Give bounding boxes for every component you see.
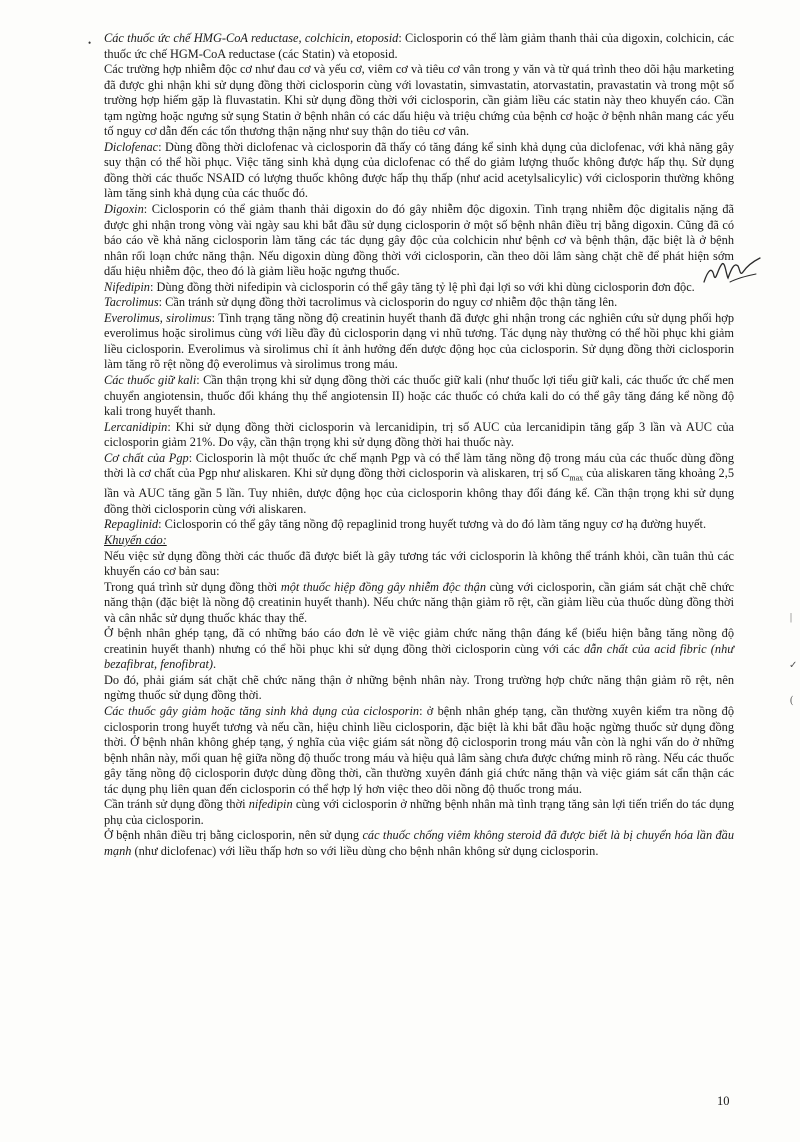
section-heading: Khuyến cáo:: [104, 532, 167, 547]
paragraph-nifedipin-gingival: [104, 797, 734, 828]
paragraph-text: (như diclofenac) với liều thấp hơn so với liều dùng cho bệnh nhân không sử dụng ciclosporin.: [131, 843, 599, 858]
paragraph-text: cùng với ciclosporin, cần giám sát chặt chẽ chức năng thận (đặc biệt là nồng độ creatinin huyết thanh). Nếu chức năng thận giảm rõ rệt, cần giảm liều của thuốc dùng đồng thời và cân nhắc sử dụng thuốc khác thay thế.: [104, 579, 734, 625]
paragraph-text: Do đó, phải giám sát chặt chẽ chức năng thận ở những bệnh nhân này. Trong trường hợp chức năng thận giảm rõ rệt, nên ngừng thuốc sử dụng đồng thời.: [104, 672, 734, 703]
lead-term: Lercanidipin: [104, 419, 168, 434]
lead-term: Các thuốc gây giảm hoặc tăng sinh khả dụng của ciclosporin: [104, 703, 420, 718]
paragraph-text: : Ciclosporin có thể làm giảm thanh thải của digoxin, colchicin, các thuốc ức chế HGM-CoA reductase (các Statin) và etoposid.: [104, 31, 734, 61]
paragraph-fibric-acid: [104, 626, 734, 673]
paragraph-repaglinid: [104, 517, 734, 533]
paragraph-recommendation-intro: [104, 549, 734, 580]
emphasis-term: một thuốc hiệp đồng gây nhiễm độc thận: [280, 579, 487, 594]
paragraph-tacrolimus: [104, 295, 734, 311]
emphasis-term: các thuốc chống viêm không steroid đã được biết là bị chuyển hóa lần đầu mạnh: [104, 828, 734, 858]
paragraph-text-tail: của aliskaren tăng khoảng 2,5 lần và AUC tăng gần 5 lần. Tuy nhiên, dược động học của ciclosporin không thay đổi đáng kể. Cần thận trọng khi sử dụng đồng thời ciclosporin cùng với aliskaren.: [104, 466, 734, 516]
paragraph-pgp-substrate: [104, 451, 734, 518]
emphasis-term: nifedipin: [248, 797, 293, 812]
paragraph-nephrotoxic: [104, 580, 734, 627]
paragraph-nsaid: [104, 828, 734, 859]
lead-term: Everolimus, sirolimus: [104, 310, 212, 325]
paragraph-bioavailability: [104, 704, 734, 797]
document-body: [104, 31, 734, 859]
paragraph-diclofenac: [104, 140, 734, 202]
subscript-max: max: [569, 473, 584, 483]
page-number: 10: [717, 1094, 730, 1108]
paragraph-text: : Khi sử dụng đồng thời ciclosporin và lercanidipin, trị số AUC của lercanidipin tăng gấp 3 lần và AUC của ciclosporin giảm 21%. Do vậy, cần thận trọng khi sử dụng đồng thời hai thuốc này.: [104, 419, 734, 450]
scan-artifact-mark: (: [790, 695, 794, 706]
scan-artifact-mark: ✓: [789, 660, 798, 671]
paragraph-text: : Dùng đồng thời nifedipin và ciclosporin có thể gây tăng tỷ lệ phì đại lợi so với khi dùng ciclosporin đơn độc.: [149, 279, 695, 294]
paragraph-text: Nếu việc sử dụng đồng thời các thuốc đã được biết là gây tương tác với ciclosporin là không thể tránh khỏi, cần tuân thủ các khuyến cáo cơ bản sau:: [104, 548, 734, 579]
paragraph-text: : Tình trạng tăng nồng độ creatinin huyết thanh đã được ghi nhận trong các nghiên cứu sử dụng phối hợp everolimus hoặc sirolimus cùng với liều đầy đủ ciclosporin dạng vi nhũ tương. Tác dụng này thường có thể hồi phục khi giảm liều ciclosporin. Everolimus và sirolimus chỉ ít ảnh hưởng đến dược động học của ciclosporin. Sử dụng đồng thời ciclosporin làm tăng rõ rệt nồng độ everolimus và sirolimus trong máu.: [104, 310, 734, 372]
paragraph-text: : Ciclosporin có thể gây tăng nồng độ repaglinid trong huyết tương và do đó làm tăng nguy cơ hạ đường huyết.: [158, 517, 707, 532]
paragraph-text-pre: Ở bệnh nhân ghép tạng, đã có những báo cáo đơn lẻ về việc giảm chức năng thận đáng kể (biểu hiện bằng tăng nồng độ creatinin huyết thanh) nhưng có thể hồi phục khi sử dụng đồng thời ciclosporin cùng với các: [104, 626, 734, 656]
paragraph-text-pre: Trong quá trình sử dụng đồng thời: [104, 579, 281, 594]
paragraph-text-pre: Cần tránh sử dụng đồng thời: [104, 797, 249, 812]
lead-term: Các thuốc ức chế HMG-CoA reductase, colchicin, etoposid: [104, 31, 399, 45]
paragraph-potassium-sparing: [104, 373, 734, 420]
emphasis-term: dẫn chất của acid fibric (như bezafibrat, fenofibrat): [104, 641, 734, 672]
paragraph-text: cùng với ciclosporin ở những bệnh nhân mà tình trạng tăng sản lợi tiến triển do tác dụng phụ của ciclosporin.: [104, 797, 734, 827]
paragraph-text: : Ciclosporin có thể giảm thanh thải digoxin do đó gây nhiễm độc digoxin. Tình trạng nhiễm độc digitalis nặng đã được ghi nhận trong vòng vài ngày sau khi bắt đầu sử dụng ciclosporin ở một số bệnh nhân điều trị bằng digoxin. Cũng đã có báo cáo về khả năng ciclosporin làm tăng các tác dụng gây độc của colchicin như bệnh cơ và bệnh thận, đặc biệt là ở bệnh nhân rối loạn chức năng thận. Nếu digoxin dùng đồng thời với ciclosporin, cần theo dõi lâm sàng chặt chẽ để phát hiện sớm dấu hiệu nhiễm độc, theo đó là giảm liều hoặc ngưng thuốc.: [104, 202, 734, 279]
paragraph-text: .: [213, 657, 217, 672]
heading-recommendations: [104, 533, 734, 549]
lead-term: Repaglinid: [104, 517, 159, 532]
paragraph-text-pre: Ở bệnh nhân điều trị bằng ciclosporin, nên sử dụng: [104, 828, 363, 843]
paragraph-text: : ở bệnh nhân ghép tạng, cần thường xuyên kiểm tra nồng độ ciclosporin trong huyết tương và nếu cần, hiệu chỉnh liều ciclosporin, đặc biệt là khi bắt đầu hoặc ngừng thuốc sử dụng đồng thời. Ở bệnh nhân không ghép tạng, ý nghĩa của việc giám sát nồng độ ciclosporin trong máu vẫn còn là nghi vấn do ở những bệnh nhân này, mối quan hệ giữa nồng độ thuốc trong máu và hiệu quả lâm sàng chưa được chứng minh rõ ràng. Nếu các thuốc gây tăng nồng độ ciclosporin được dùng đồng thời, cần thường xuyên đánh giá chức năng thận và việc giám sát cẩn thận các tác dụng phụ liên quan đến ciclosporin có thể hợp lý hơn việc theo dõi nồng độ thuốc trong máu.: [104, 703, 734, 796]
lead-term: Nifedipin: [104, 279, 150, 294]
handwritten-initials-icon: [700, 252, 764, 290]
paragraph-digoxin: [104, 202, 734, 280]
paragraph-text: : Cần tránh sử dụng đồng thời tacrolimus và ciclosporin do nguy cơ nhiễm độc thận tăng lên.: [158, 295, 618, 310]
paragraph-myotoxicity: [104, 62, 734, 140]
lead-term: Digoxin: [104, 202, 144, 217]
lead-term: Cơ chất của Pgp: [104, 450, 189, 465]
lead-term: Tacrolimus: [104, 295, 159, 310]
paragraph-text: : Ciclosporin là một thuốc ức chế mạnh Pgp và có thể làm tăng nồng độ trong máu của các thuốc dùng đồng thời là cơ chất của Pgp như aliskaren. Khi sử dụng đồng thời ciclosporin và aliskaren, trị số C: [104, 450, 734, 481]
lead-term: Các thuốc giữ kali: [104, 373, 197, 388]
lead-term: Diclofenac: [104, 139, 159, 154]
paragraph-everolimus: [104, 311, 734, 373]
paragraph-text: : Dùng đồng thời diclofenac và ciclosporin đã thấy có tăng đáng kể sinh khả dụng của diclofenac, với khả năng gây suy thận có thể hồi phục. Việc tăng sinh khả dụng của diclofenac có thể do giảm lượng thuốc không được hấp thụ. Sử dụng đồng thời các thuốc NSAID có lượng thuốc không được hấp thụ thấp (như acid acetylsalicylic) với ciclosporin thường không làm tăng sinh khả dụng của các thuốc đó.: [104, 139, 734, 201]
paragraph-text: : Cần thận trọng khi sử dụng đồng thời các thuốc giữ kali (như thuốc lợi tiểu giữ kali, các thuốc ức chế men chuyển angiotensin, thuốc đối kháng thụ thể angiotensin II) hoặc các thuốc có chứa kali do có thể gây tăng đáng kể nồng độ kali trong huyết thanh.: [104, 373, 734, 419]
scan-artifact-mark: |: [790, 612, 793, 623]
paragraph-lercanidipin: [104, 420, 734, 451]
paragraph-statins-colchicin: [104, 31, 734, 62]
paragraph-renal-monitoring: [104, 673, 734, 704]
paragraph-text: Các trường hợp nhiễm độc cơ như đau cơ và yếu cơ, viêm cơ và tiêu cơ vân trong y văn và từ quá trình theo dõi hậu marketing đã được ghi nhận khi sử dụng đồng thời ciclosporin cùng với lovastatin, simvastatin, atorvastatin, pravastatin và trong một số trường hợp hiếm gặp là fluvastatin. Khi sử dụng đồng thời với ciclosporin, cần giảm liều các statin này theo khuyến cáo. Cần tạm ngừng hoặc ngưng sử sụng Statin ở bệnh nhân có các dấu hiệu và triệu chứng của bệnh cơ hoặc ở bệnh nhân mang các yếu tố nguy cơ dẫn đến các tổn thương thận nặng như suy thận do tiêu cơ vân.: [104, 62, 734, 139]
paragraph-nifedipin: [104, 280, 734, 296]
margin-bullet: •: [88, 38, 92, 48]
